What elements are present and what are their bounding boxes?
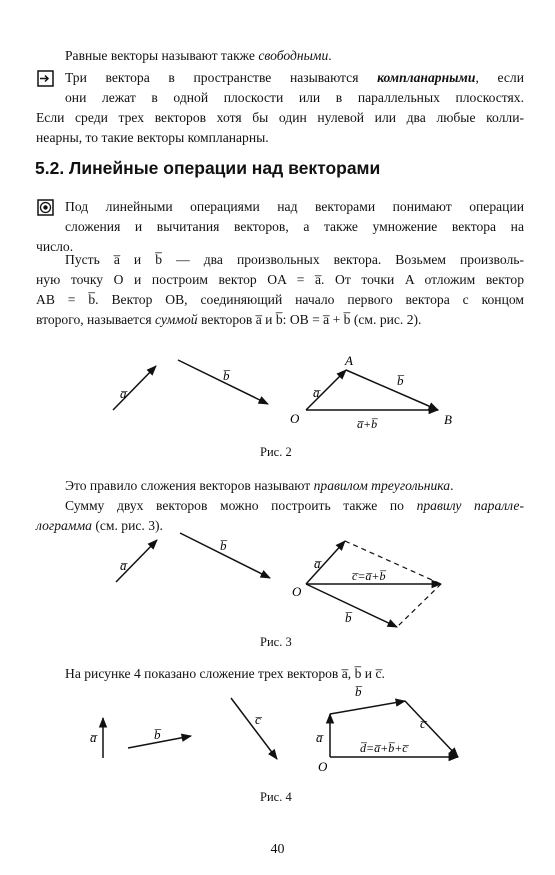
text: Это правило сложения векторов называют <box>65 478 314 493</box>
label-d-sum: d̅=a̅+b̅+c̅ <box>360 741 408 755</box>
paragraph-free-vectors <box>65 46 332 66</box>
label-b2: b̅ <box>355 685 362 699</box>
label-a: a̅ <box>120 386 127 401</box>
label-a2: a̅ <box>314 556 321 571</box>
vector-OA <box>306 370 346 410</box>
vector-AB <box>346 370 438 410</box>
paragraph-coplanar <box>36 68 524 148</box>
text: Сумму двух векторов можно построить также по <box>65 498 417 513</box>
line: Если среди трех векторов хотя бы один нулевой или два любые колли- <box>36 110 524 125</box>
point-O: O <box>290 411 300 426</box>
paragraph-triangle-rule <box>36 476 524 536</box>
label-b2: b̅ <box>397 373 404 388</box>
figure-2 <box>0 340 555 440</box>
vector-c <box>231 698 277 759</box>
label-c2: c̅ <box>420 716 426 731</box>
label-b: b̅ <box>220 538 227 553</box>
line: они лежат в одной плоскости или в параллельных плоскостях. <box>65 90 524 105</box>
line: Под линейными операциями над векторами понимают операции <box>65 199 524 214</box>
line: AB = b̅. Вектор OB, соединяющий начало первого вектора с концом <box>36 292 524 307</box>
label-sum: a̅+b̅ <box>357 417 378 431</box>
page-number: 40 <box>270 842 285 857</box>
line: Пусть a̅ и b̅ — два произвольных вектора. Возьмем произволь- <box>65 252 524 267</box>
caption-fig4: Рис. 4 <box>260 790 292 804</box>
label-c-sum: c̅=a̅+b̅ <box>352 569 386 583</box>
text: векторов a̅ и b̅: OB = a̅ + b̅ (см. рис. 2). <box>197 312 422 327</box>
label-a: a̅ <box>90 730 97 745</box>
caption-fig2: Рис. 2 <box>260 445 292 459</box>
text: Три вектора в пространстве называются <box>65 70 378 85</box>
point-O: O <box>292 584 302 599</box>
text: . <box>328 48 332 63</box>
term-sum: суммой <box>154 312 198 327</box>
line: На рисунке 4 показано сложение трех векторов a̅, b̅ и c̅. <box>65 666 385 681</box>
term-free: свободными <box>258 48 329 63</box>
line: сложения и вычитания векторов, а также умножение вектора на <box>65 219 524 234</box>
point-B: B <box>444 412 452 427</box>
line <box>36 496 524 516</box>
label-c: c̅ <box>255 712 261 727</box>
label-a2: a̅ <box>313 385 320 400</box>
line <box>36 68 524 88</box>
label-b: b̅ <box>223 368 230 383</box>
paragraph-linear-ops <box>36 197 524 257</box>
text: Равные векторы называют также <box>65 48 259 63</box>
vector-c-chain <box>405 701 458 757</box>
line <box>36 476 524 496</box>
label-a: a̅ <box>120 558 127 573</box>
term-triangle-rule: правилом треугольника <box>313 478 451 493</box>
section-title: 5.2. Линейные операции над векторами <box>35 158 381 178</box>
line: ную точку O и построим вектор OA = a̅. От точки A отложим вектор <box>36 272 524 287</box>
term-parallelogram-rule: правилу паралле- <box>416 498 524 513</box>
paragraph-three-vectors <box>65 664 385 684</box>
label-b2: b̅ <box>345 610 352 625</box>
line <box>36 310 524 330</box>
vector-a-from-O <box>306 541 345 584</box>
dashed-side-right <box>397 584 441 627</box>
figure-4 <box>0 685 555 785</box>
line: неарны, то такие векторы компланарны. <box>36 130 269 145</box>
paragraph-sum-definition <box>36 250 524 330</box>
line: число. <box>36 239 74 254</box>
label-a2: a̅ <box>316 730 323 745</box>
point-O: O <box>318 759 328 774</box>
vector-b-chain <box>330 701 405 714</box>
term-coplanar: компланарными <box>377 70 476 85</box>
figure-3 <box>0 528 555 633</box>
text: второго, называется <box>36 312 155 327</box>
vector-b-from-O <box>306 584 397 627</box>
text: (см. рис. 3). <box>91 518 163 533</box>
label-b: b̅ <box>154 727 161 742</box>
text: . <box>450 478 454 493</box>
point-A: A <box>345 353 353 368</box>
text: , если <box>475 70 524 85</box>
caption-fig3: Рис. 3 <box>260 635 292 649</box>
term-parallelogram-rule-end: лограмма <box>36 518 92 533</box>
